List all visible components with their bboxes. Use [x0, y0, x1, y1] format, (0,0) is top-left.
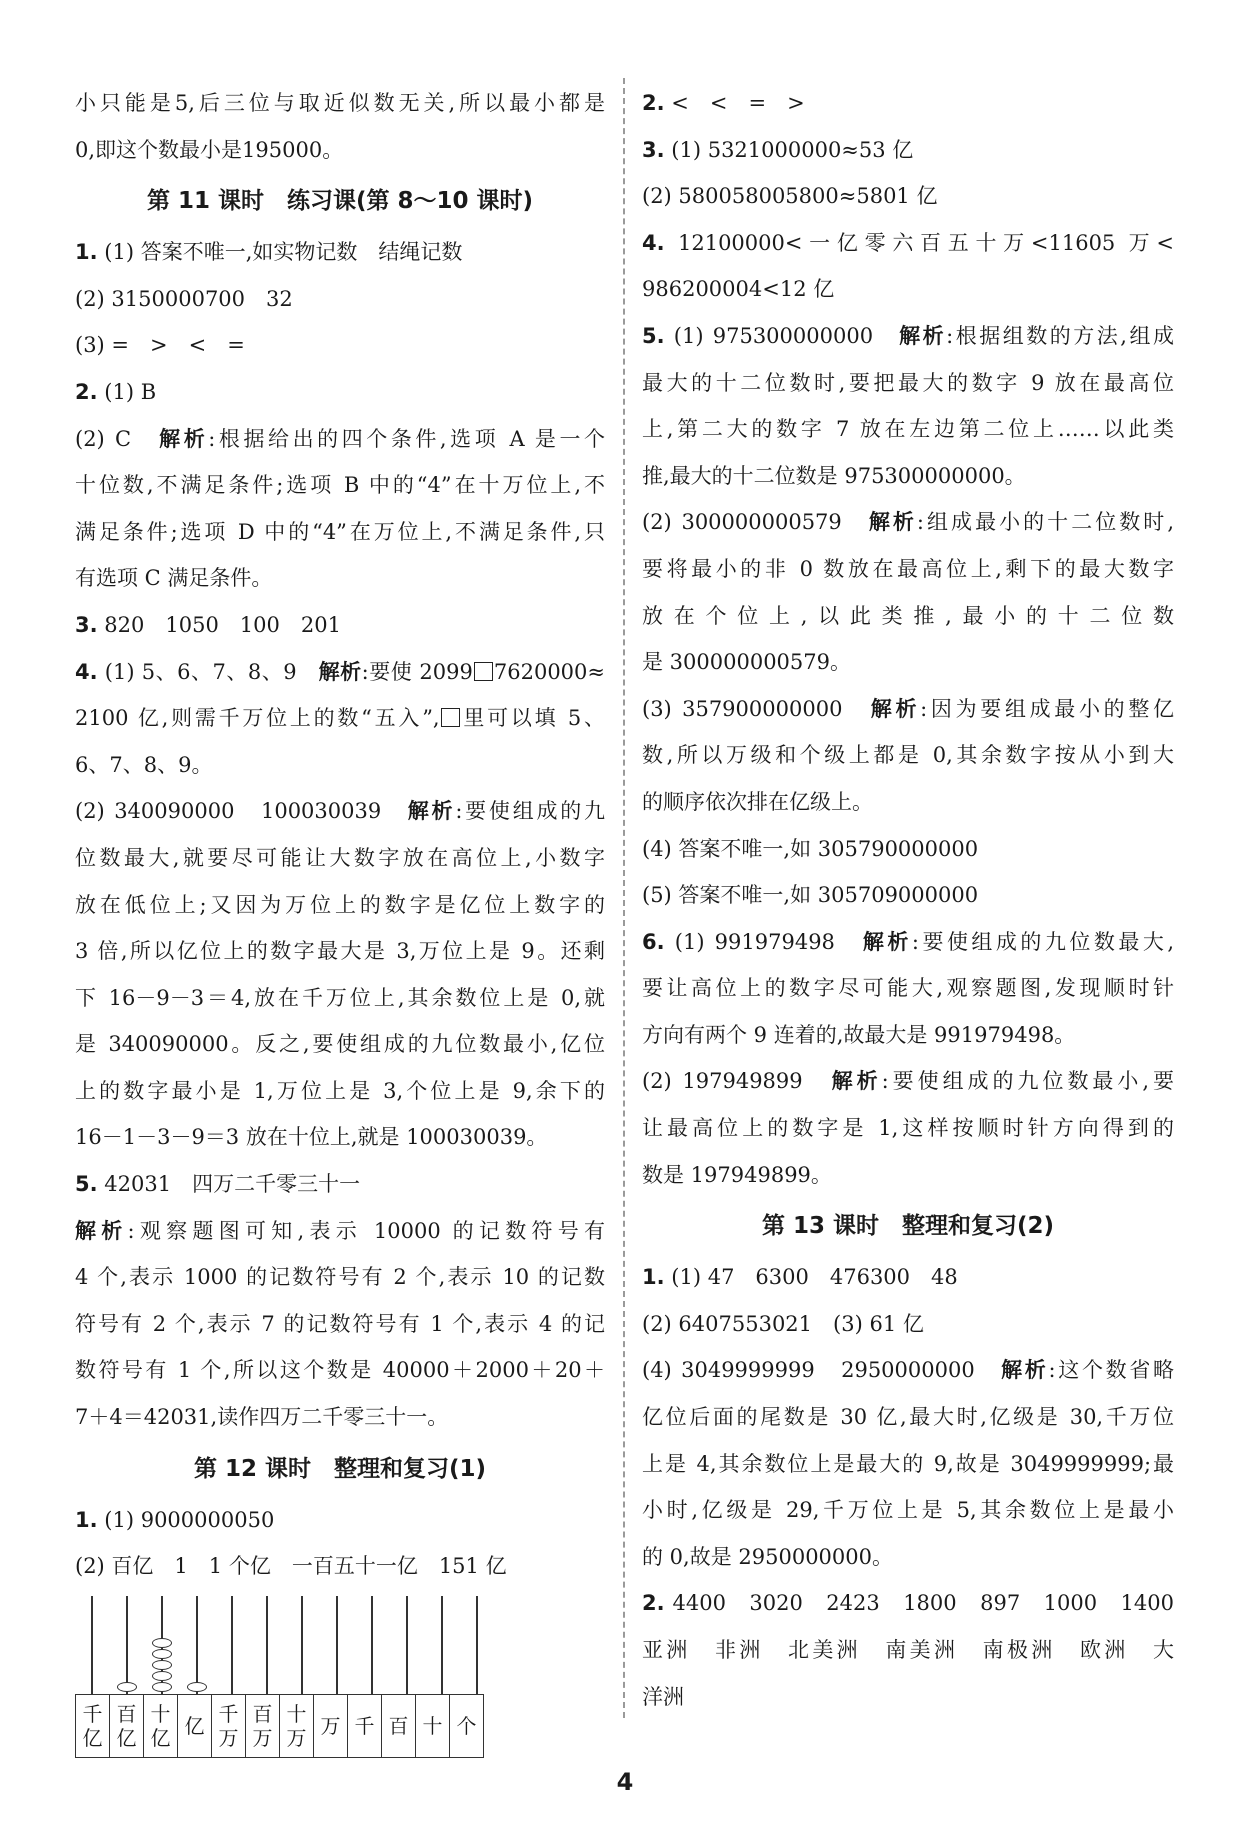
question-number: 2.	[642, 91, 665, 115]
analysis-text: :因为要组成最小的整亿	[920, 696, 1174, 721]
analysis-label: 解析	[318, 659, 362, 684]
analysis-line: 6、7、8、9。	[75, 752, 213, 777]
analysis-line: 最大的十二位数时,要把最大的数字 9 放在最高位	[642, 370, 1174, 395]
analysis-text: 2100 亿,则需千万位上的数“五入”,	[75, 706, 440, 731]
analysis-label: 解析	[868, 510, 917, 535]
answer-line	[642, 220, 1174, 267]
answer-line	[642, 1254, 1174, 1301]
answer-text: (1) 47 6300 476300 48	[671, 1265, 958, 1290]
analysis-line: 位数最大,就要尽可能让大数字放在高位上,小数字	[75, 845, 605, 870]
answer-line	[75, 602, 605, 649]
answer-line	[642, 686, 1174, 733]
place-cell: 百	[382, 1694, 416, 1757]
question-number: 1.	[75, 1507, 98, 1532]
analysis-line: 要将最小的非 0 数放在最高位上,剩下的最大数字	[642, 556, 1174, 581]
answer-line: (5) 答案不唯一,如 305709000000	[642, 883, 979, 908]
answer-line: 亚洲 非洲 北美洲 南美洲 南极洲 欧洲 大	[642, 1638, 1174, 1662]
answer-line	[75, 788, 605, 835]
analysis-text: :要使组成的九	[455, 799, 605, 824]
analysis-label: 解析	[831, 1069, 882, 1094]
analysis-line: 7＋4＝42031,读作四万二千零三十一。	[75, 1405, 449, 1430]
place-cell: 千 亿	[76, 1694, 110, 1757]
answer-line	[642, 499, 1174, 546]
answer-line	[642, 1580, 1174, 1627]
analysis-label: 解析	[75, 1218, 128, 1243]
question-number: 1.	[75, 240, 98, 265]
answer-line	[75, 649, 605, 696]
analysis-line: 上,第二大的数字 7 放在左边第二位上……以此类	[642, 417, 1174, 442]
analysis-line: 符号有 2 个,表示 7 的记数符号有 1 个,表示 4 的记	[75, 1311, 605, 1336]
analysis-line: 上是 4,其余数位上是最大的 9,故是 3049999999;最	[642, 1451, 1174, 1476]
analysis-line: 要让高位上的数字尽可能大,观察题图,发现顺时针	[642, 976, 1174, 1001]
answer-text: < < = >	[671, 91, 805, 115]
answer-line: (2) 3150000700 32	[75, 286, 293, 311]
place-cell: 百 万	[246, 1694, 280, 1757]
answer-line: (2) 580058005800≈5801 亿	[642, 184, 938, 209]
place-cell: 百 亿	[110, 1694, 144, 1757]
analysis-line: 的 0,故是 2950000000。	[642, 1544, 893, 1569]
analysis-text: :根据给出的四个条件,选项 A 是一个	[208, 426, 605, 451]
analysis-line: 亿位后面的尾数是 30 亿,最大时,亿级是 30,千万位	[642, 1405, 1174, 1430]
question-number: 4.	[642, 230, 665, 255]
analysis-line: 16－1－3－9＝3 放在十位上,就是 100030039。	[75, 1125, 548, 1150]
analysis-line: 3 倍,所以亿位上的数字最大是 3,万位上是 9。还剩	[75, 939, 605, 964]
analysis-line: 小时,亿级是 29,千万位上是 5,其余数位上是最小	[642, 1498, 1174, 1523]
question-number: 5.	[642, 323, 665, 348]
abacus-bead	[152, 1649, 172, 1659]
answer-text: (1) 5321000000≈53 亿	[671, 137, 914, 162]
analysis-line: 的顺序依次排在亿级上。	[642, 789, 873, 814]
analysis-line	[75, 695, 605, 742]
answer-line: 洋洲	[642, 1684, 684, 1709]
answer-line	[642, 127, 1174, 174]
question-number: 4.	[75, 659, 98, 684]
analysis-line	[75, 1208, 605, 1255]
answer-line	[75, 1497, 605, 1544]
question-number: 3.	[642, 137, 665, 162]
abacus-bead	[152, 1638, 172, 1648]
answer-line	[642, 313, 1174, 360]
place-cell: 亿	[178, 1694, 212, 1757]
abacus-rod	[126, 1596, 128, 1694]
analysis-text: :这个数省略	[1048, 1358, 1174, 1383]
column-divider	[623, 78, 625, 1718]
abacus-bead	[187, 1682, 207, 1692]
answer-line: (2) 百亿 1 1 个亿 一百五十一亿 151 亿	[75, 1554, 507, 1579]
abacus-bead	[117, 1682, 137, 1692]
answer-text: (2) C	[75, 426, 160, 451]
analysis-text: :观察题图可知,表示 10000 的记数符号有	[127, 1218, 605, 1243]
abacus-rod	[371, 1596, 373, 1694]
question-number: 5.	[75, 1172, 98, 1197]
analysis-line: 4 个,表示 1000 的记数符号有 2 个,表示 10 的记数	[75, 1265, 605, 1290]
answer-text: (1) 答案不唯一,如实物记数 结绳记数	[104, 240, 463, 265]
abacus-rod	[406, 1596, 408, 1694]
question-number: 3.	[75, 612, 98, 637]
text-line: 0,即这个数最小是195000。	[75, 137, 344, 162]
answer-text: 4400 3020 2423 1800 897 1000 1400	[672, 1591, 1174, 1616]
analysis-line: 是 300000000579。	[642, 650, 852, 675]
answer-line	[642, 1347, 1174, 1394]
answer-line	[642, 919, 1174, 966]
place-cell: 十	[416, 1694, 450, 1757]
answer-line	[75, 369, 605, 416]
question-number: 2.	[642, 1591, 665, 1616]
analysis-line: 上的数字最小是 1,万位上是 3,个位上是 9,余下的	[75, 1078, 605, 1103]
answer-text: (4) 3049999999 2950000000	[642, 1358, 1002, 1383]
analysis-text: :组成最小的十二位数时,	[916, 510, 1174, 535]
answer-text: (2) 340090000 100030039	[75, 799, 408, 824]
abacus-rod	[91, 1596, 93, 1694]
abacus-rod	[196, 1596, 198, 1694]
place-cell: 千	[348, 1694, 382, 1757]
place-cell: 万	[314, 1694, 348, 1757]
analysis-text: :根据组数的方法,组成	[946, 323, 1174, 348]
answer-line	[642, 80, 1174, 127]
blank-box	[441, 708, 460, 727]
place-cell: 千 万	[212, 1694, 246, 1757]
abacus-rod	[231, 1596, 233, 1694]
abacus-rod	[301, 1596, 303, 1694]
answer-line: (3) = > < =	[75, 333, 245, 358]
analysis-line: 放在个位上,以此类推,最小的十二位数	[642, 603, 1174, 628]
blank-box	[474, 662, 493, 681]
answer-text: (1) 5、6、7、8、9	[104, 659, 319, 684]
abacus-place-table	[75, 1694, 484, 1758]
answer-text: 42031 四万二千零三十一	[104, 1172, 361, 1197]
analysis-line: 有选项 C 满足条件。	[75, 566, 273, 591]
analysis-line: 十位数,不满足条件;选项 B 中的“4”在十万位上,不	[75, 473, 605, 498]
analysis-line: 数,所以万级和个级上都是 0,其余数字按从小到大	[642, 743, 1174, 768]
analysis-line: 数符号有 1 个,所以这个数是 40000＋2000＋20＋	[75, 1358, 605, 1383]
abacus-rod	[266, 1596, 268, 1694]
analysis-label: 解析	[899, 323, 947, 348]
answer-text: 820 1050 100 201	[104, 612, 341, 637]
analysis-text: 7620000≈	[493, 659, 605, 684]
analysis-label: 解析	[862, 929, 912, 954]
answer-text: (3) 357900000000	[642, 696, 871, 721]
analysis-line: 数是 197949899。	[642, 1162, 832, 1187]
analysis-line: 满足条件;选项 D 中的“4”在万位上,不满足条件,只	[75, 519, 605, 544]
lesson-12-title: 第 12 课时 整理和复习(1)	[193, 1455, 487, 1482]
answer-text: (2) 197949899	[642, 1069, 832, 1094]
abacus-bead	[152, 1682, 172, 1692]
abacus-rod	[441, 1596, 443, 1694]
abacus-figure	[75, 1596, 515, 1766]
answer-line: (4) 答案不唯一,如 305790000000	[642, 836, 979, 861]
answer-line	[75, 416, 605, 463]
answer-text: (2) 300000000579	[642, 510, 869, 535]
question-number: 1.	[642, 1265, 665, 1290]
page-number: 4	[616, 1768, 634, 1796]
place-cell: 个	[450, 1694, 484, 1757]
lesson-11-title: 第 11 课时 练习课(第 8～10 课时)	[146, 188, 534, 215]
answer-text: (1) 991979498	[674, 929, 863, 954]
analysis-text: :要使 2099	[361, 659, 473, 684]
abacus-bead	[152, 1660, 172, 1670]
answer-text: (1) 975300000000	[673, 323, 900, 348]
place-cell: 十 万	[280, 1694, 314, 1757]
text-line: 小只能是5,后三位与取近似数无关,所以最小都是	[75, 91, 605, 115]
answer-line: 986200004<12 亿	[642, 277, 835, 302]
analysis-text: :要使组成的九位数最小,要	[881, 1069, 1174, 1094]
analysis-label: 解析	[159, 426, 209, 451]
analysis-label: 解析	[407, 799, 456, 824]
answer-text: 12100000<一亿零六百五十万<11605 万<	[677, 230, 1174, 255]
analysis-line: 下 16－9－3＝4,放在千万位上,其余数位上是 0,就	[75, 985, 605, 1010]
abacus-rod	[476, 1596, 478, 1694]
question-number: 2.	[75, 379, 98, 404]
answer-line: (2) 6407553021 (3) 61 亿	[642, 1311, 924, 1336]
analysis-line: 是 340090000。反之,要使组成的九位数最小,亿位	[75, 1032, 605, 1057]
answer-line	[642, 1058, 1174, 1105]
left-column	[75, 80, 605, 1766]
answer-text: (1) 9000000050	[104, 1507, 275, 1532]
analysis-line: 方向有两个 9 连着的,故最大是 991979498。	[642, 1022, 1076, 1047]
question-number: 6.	[642, 929, 665, 954]
analysis-line: 放在低位上;又因为万位上的数字是亿位上数字的	[75, 892, 605, 917]
analysis-label: 解析	[870, 696, 921, 721]
analysis-line: 推,最大的十二位数是 975300000000。	[642, 463, 1026, 488]
place-cell: 十 亿	[144, 1694, 178, 1757]
analysis-line: 让最高位上的数字是 1,这样按顺时针方向得到的	[642, 1116, 1174, 1141]
lesson-13-title: 第 13 课时 整理和复习(2)	[761, 1213, 1055, 1240]
analysis-text: 里可以填 5、	[460, 706, 605, 731]
abacus-bead	[152, 1671, 172, 1681]
abacus-rod	[336, 1596, 338, 1694]
answer-line	[75, 229, 605, 276]
answer-line	[75, 1161, 605, 1208]
analysis-label: 解析	[1001, 1358, 1049, 1383]
answer-text: (1) B	[104, 379, 157, 404]
analysis-text: :要使组成的九位数最大,	[911, 929, 1174, 954]
right-column	[642, 80, 1174, 1720]
